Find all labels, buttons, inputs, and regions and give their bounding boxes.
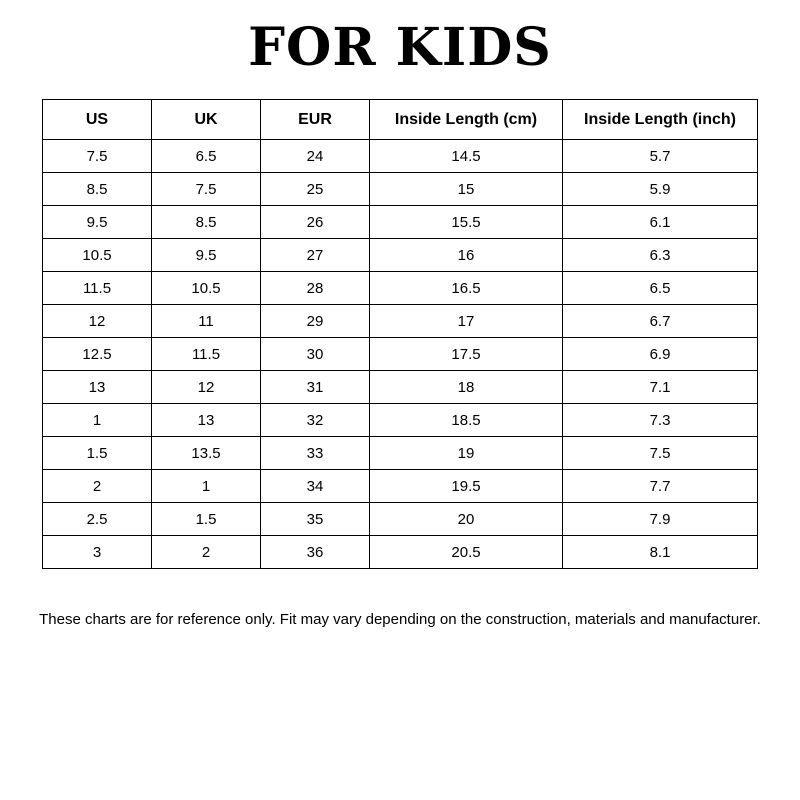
cell-uk-size: 10.5 — [152, 272, 261, 305]
cell-uk-size: 2 — [152, 536, 261, 569]
column-header-inside-length-inch: Inside Length (inch) — [563, 100, 758, 140]
cell-eur-size: 32 — [261, 404, 370, 437]
cell-us-size: 2 — [43, 470, 152, 503]
cell-us-size: 8.5 — [43, 173, 152, 206]
cell-inside-length-inch: 6.9 — [563, 338, 758, 371]
cell-uk-size: 7.5 — [152, 173, 261, 206]
cell-inside-length-inch: 6.7 — [563, 305, 758, 338]
cell-inside-length-cm: 17 — [370, 305, 563, 338]
cell-inside-length-inch: 7.5 — [563, 437, 758, 470]
cell-inside-length-inch: 6.1 — [563, 206, 758, 239]
cell-eur-size: 36 — [261, 536, 370, 569]
cell-inside-length-cm: 20 — [370, 503, 563, 536]
cell-inside-length-cm: 14.5 — [370, 140, 563, 173]
cell-inside-length-inch: 7.3 — [563, 404, 758, 437]
cell-eur-size: 28 — [261, 272, 370, 305]
cell-inside-length-inch: 7.7 — [563, 470, 758, 503]
column-header-eur: EUR — [261, 100, 370, 140]
cell-us-size: 12 — [43, 305, 152, 338]
table-row — [43, 536, 758, 569]
cell-inside-length-cm: 16.5 — [370, 272, 563, 305]
cell-uk-size: 12 — [152, 371, 261, 404]
cell-inside-length-cm: 19.5 — [370, 470, 563, 503]
cell-us-size: 1 — [43, 404, 152, 437]
cell-inside-length-inch: 5.7 — [563, 140, 758, 173]
table-row — [43, 305, 758, 338]
cell-uk-size: 1.5 — [152, 503, 261, 536]
cell-eur-size: 34 — [261, 470, 370, 503]
cell-us-size: 12.5 — [43, 338, 152, 371]
table-body — [43, 140, 758, 569]
cell-uk-size: 13 — [152, 404, 261, 437]
cell-inside-length-cm: 18 — [370, 371, 563, 404]
column-header-us: US — [43, 100, 152, 140]
cell-inside-length-inch: 6.5 — [563, 272, 758, 305]
cell-inside-length-cm: 15 — [370, 173, 563, 206]
cell-inside-length-inch: 8.1 — [563, 536, 758, 569]
cell-eur-size: 26 — [261, 206, 370, 239]
table-header-row — [43, 100, 758, 140]
cell-us-size: 9.5 — [43, 206, 152, 239]
table-row — [43, 371, 758, 404]
cell-inside-length-cm: 16 — [370, 239, 563, 272]
cell-inside-length-inch: 7.9 — [563, 503, 758, 536]
cell-inside-length-cm: 17.5 — [370, 338, 563, 371]
cell-eur-size: 33 — [261, 437, 370, 470]
cell-us-size: 1.5 — [43, 437, 152, 470]
table-row — [43, 404, 758, 437]
cell-us-size: 2.5 — [43, 503, 152, 536]
column-header-uk: UK — [152, 100, 261, 140]
cell-us-size: 11.5 — [43, 272, 152, 305]
table-row — [43, 140, 758, 173]
cell-uk-size: 6.5 — [152, 140, 261, 173]
cell-us-size: 3 — [43, 536, 152, 569]
cell-us-size: 13 — [43, 371, 152, 404]
cell-inside-length-inch: 5.9 — [563, 173, 758, 206]
cell-eur-size: 35 — [261, 503, 370, 536]
cell-us-size: 7.5 — [43, 140, 152, 173]
cell-uk-size: 11 — [152, 305, 261, 338]
table-row — [43, 206, 758, 239]
cell-eur-size: 31 — [261, 371, 370, 404]
cell-uk-size: 1 — [152, 470, 261, 503]
cell-eur-size: 24 — [261, 140, 370, 173]
reference-footnote: These charts are for reference only. Fit may vary depending on the construction, materials and manufacturer. — [39, 611, 761, 628]
column-header-inside-length-cm: Inside Length (cm) — [370, 100, 563, 140]
table-row — [43, 272, 758, 305]
table-row — [43, 338, 758, 371]
table-row — [43, 503, 758, 536]
cell-us-size: 10.5 — [43, 239, 152, 272]
cell-uk-size: 9.5 — [152, 239, 261, 272]
cell-inside-length-inch: 7.1 — [563, 371, 758, 404]
table-row — [43, 437, 758, 470]
cell-inside-length-cm: 20.5 — [370, 536, 563, 569]
cell-uk-size: 8.5 — [152, 206, 261, 239]
size-chart-table — [42, 99, 758, 569]
page-title: FOR KIDS — [248, 17, 552, 78]
table-row — [43, 239, 758, 272]
cell-eur-size: 27 — [261, 239, 370, 272]
cell-inside-length-cm: 18.5 — [370, 404, 563, 437]
cell-eur-size: 25 — [261, 173, 370, 206]
cell-inside-length-cm: 19 — [370, 437, 563, 470]
cell-inside-length-inch: 6.3 — [563, 239, 758, 272]
table-row — [43, 470, 758, 503]
cell-uk-size: 11.5 — [152, 338, 261, 371]
cell-eur-size: 29 — [261, 305, 370, 338]
cell-inside-length-cm: 15.5 — [370, 206, 563, 239]
cell-eur-size: 30 — [261, 338, 370, 371]
cell-uk-size: 13.5 — [152, 437, 261, 470]
table-row — [43, 173, 758, 206]
